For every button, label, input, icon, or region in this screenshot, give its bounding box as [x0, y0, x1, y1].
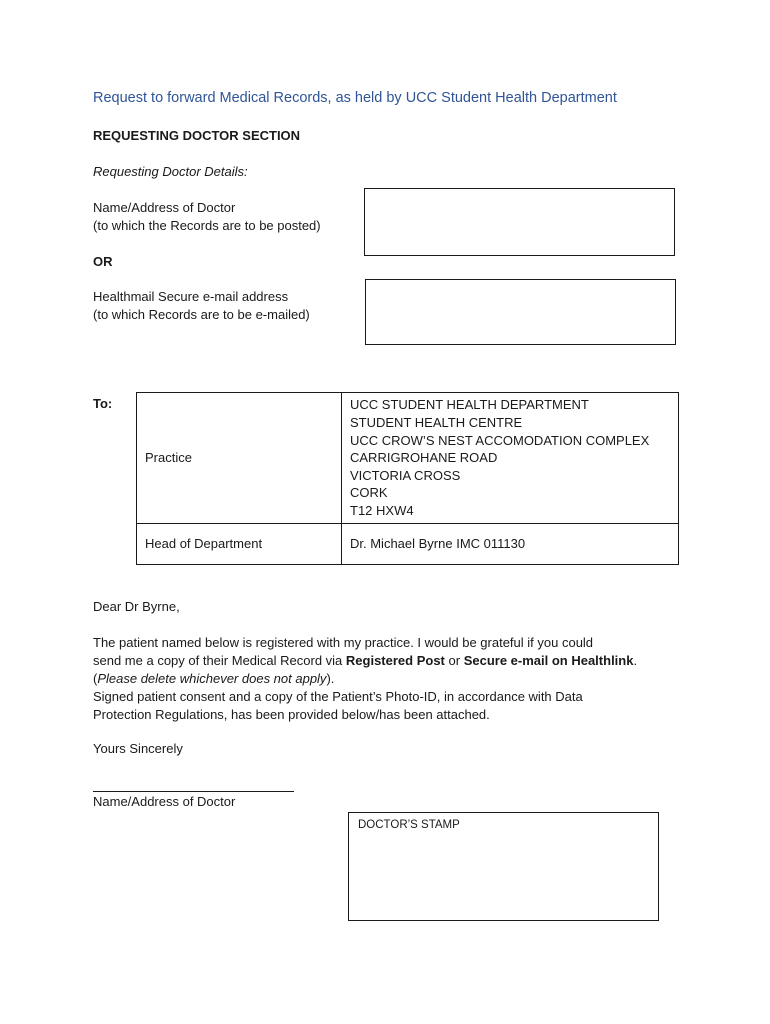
head-of-department-row	[137, 524, 679, 565]
registered-post-text: Registered Post	[345, 653, 445, 668]
practice-address-line: UCC CROW’S NEST ACCOMODATION COMPLEX	[350, 432, 650, 448]
head-of-department-label: Head of Department	[145, 536, 263, 552]
secure-email-text: Secure e-mail on Healthlink	[463, 653, 634, 668]
salutation: Dear Dr Byrne,	[93, 599, 180, 614]
recipient-table	[136, 392, 679, 565]
letter-text: send me a copy of their Medical Record via	[93, 653, 346, 668]
healthmail-label	[93, 288, 310, 324]
practice-label: Practice	[145, 450, 192, 466]
to-label: To:	[93, 396, 113, 411]
letter-text: .	[633, 653, 638, 668]
letter-line	[93, 652, 637, 670]
healthmail-field[interactable]	[365, 279, 676, 345]
practice-address-line: VICTORIA CROSS	[350, 467, 461, 483]
letter-line: The patient named below is registered with my practice. I would be grateful if you could	[93, 635, 594, 650]
healthmail-label-line2: (to which Records are to be e-mailed)	[93, 307, 310, 322]
head-label-cell	[137, 524, 342, 565]
name-address-label	[93, 199, 321, 235]
delete-instruction: Please delete whichever does not apply	[97, 671, 327, 686]
head-of-department-value: Dr. Michael Byrne IMC 011130	[350, 536, 526, 552]
practice-address-line: STUDENT HEALTH CENTRE	[350, 415, 523, 431]
details-label: Requesting Doctor Details:	[93, 164, 248, 179]
or-label: OR	[93, 254, 113, 269]
name-address-label-line1: Name/Address of Doctor	[93, 200, 236, 215]
practice-address-cell	[342, 393, 679, 524]
healthmail-input[interactable]	[366, 280, 679, 346]
letter-line	[93, 670, 637, 688]
practice-address-line: CORK	[350, 485, 388, 501]
letter-line: Signed patient consent and a copy of the Patient’s Photo-ID, in accordance with Data	[93, 689, 583, 704]
page-title: Request to forward Medical Records, as held by UCC Student Health Department	[93, 90, 617, 106]
letter-text: ).	[326, 671, 335, 686]
practice-label-cell	[137, 393, 342, 524]
closing: Yours Sincerely	[93, 741, 183, 756]
practice-address-line: UCC STUDENT HEALTH DEPARTMENT	[350, 397, 589, 413]
letter-text: (	[93, 671, 98, 686]
name-address-field[interactable]	[364, 188, 675, 256]
doctor-stamp-box[interactable]	[348, 812, 659, 921]
head-value-cell	[342, 524, 679, 565]
letter-line: Protection Regulations, has been provided below/has been attached.	[93, 707, 490, 722]
practice-address-line: CARRIGROHANE ROAD	[350, 450, 498, 466]
letter-text: or	[444, 653, 464, 668]
letter-body	[93, 634, 637, 724]
section-heading: REQUESTING DOCTOR SECTION	[93, 128, 301, 143]
name-address-input[interactable]	[365, 189, 678, 257]
doctor-stamp-label: DOCTOR’S STAMP	[358, 819, 460, 831]
practice-address-line: T12 HXW4	[350, 502, 414, 518]
signature-line[interactable]	[93, 791, 294, 792]
healthmail-label-line1: Healthmail Secure e-mail address	[93, 289, 289, 304]
signature-label: Name/Address of Doctor	[93, 794, 236, 809]
practice-row	[137, 393, 679, 524]
name-address-label-line2: (to which the Records are to be posted)	[93, 218, 321, 233]
